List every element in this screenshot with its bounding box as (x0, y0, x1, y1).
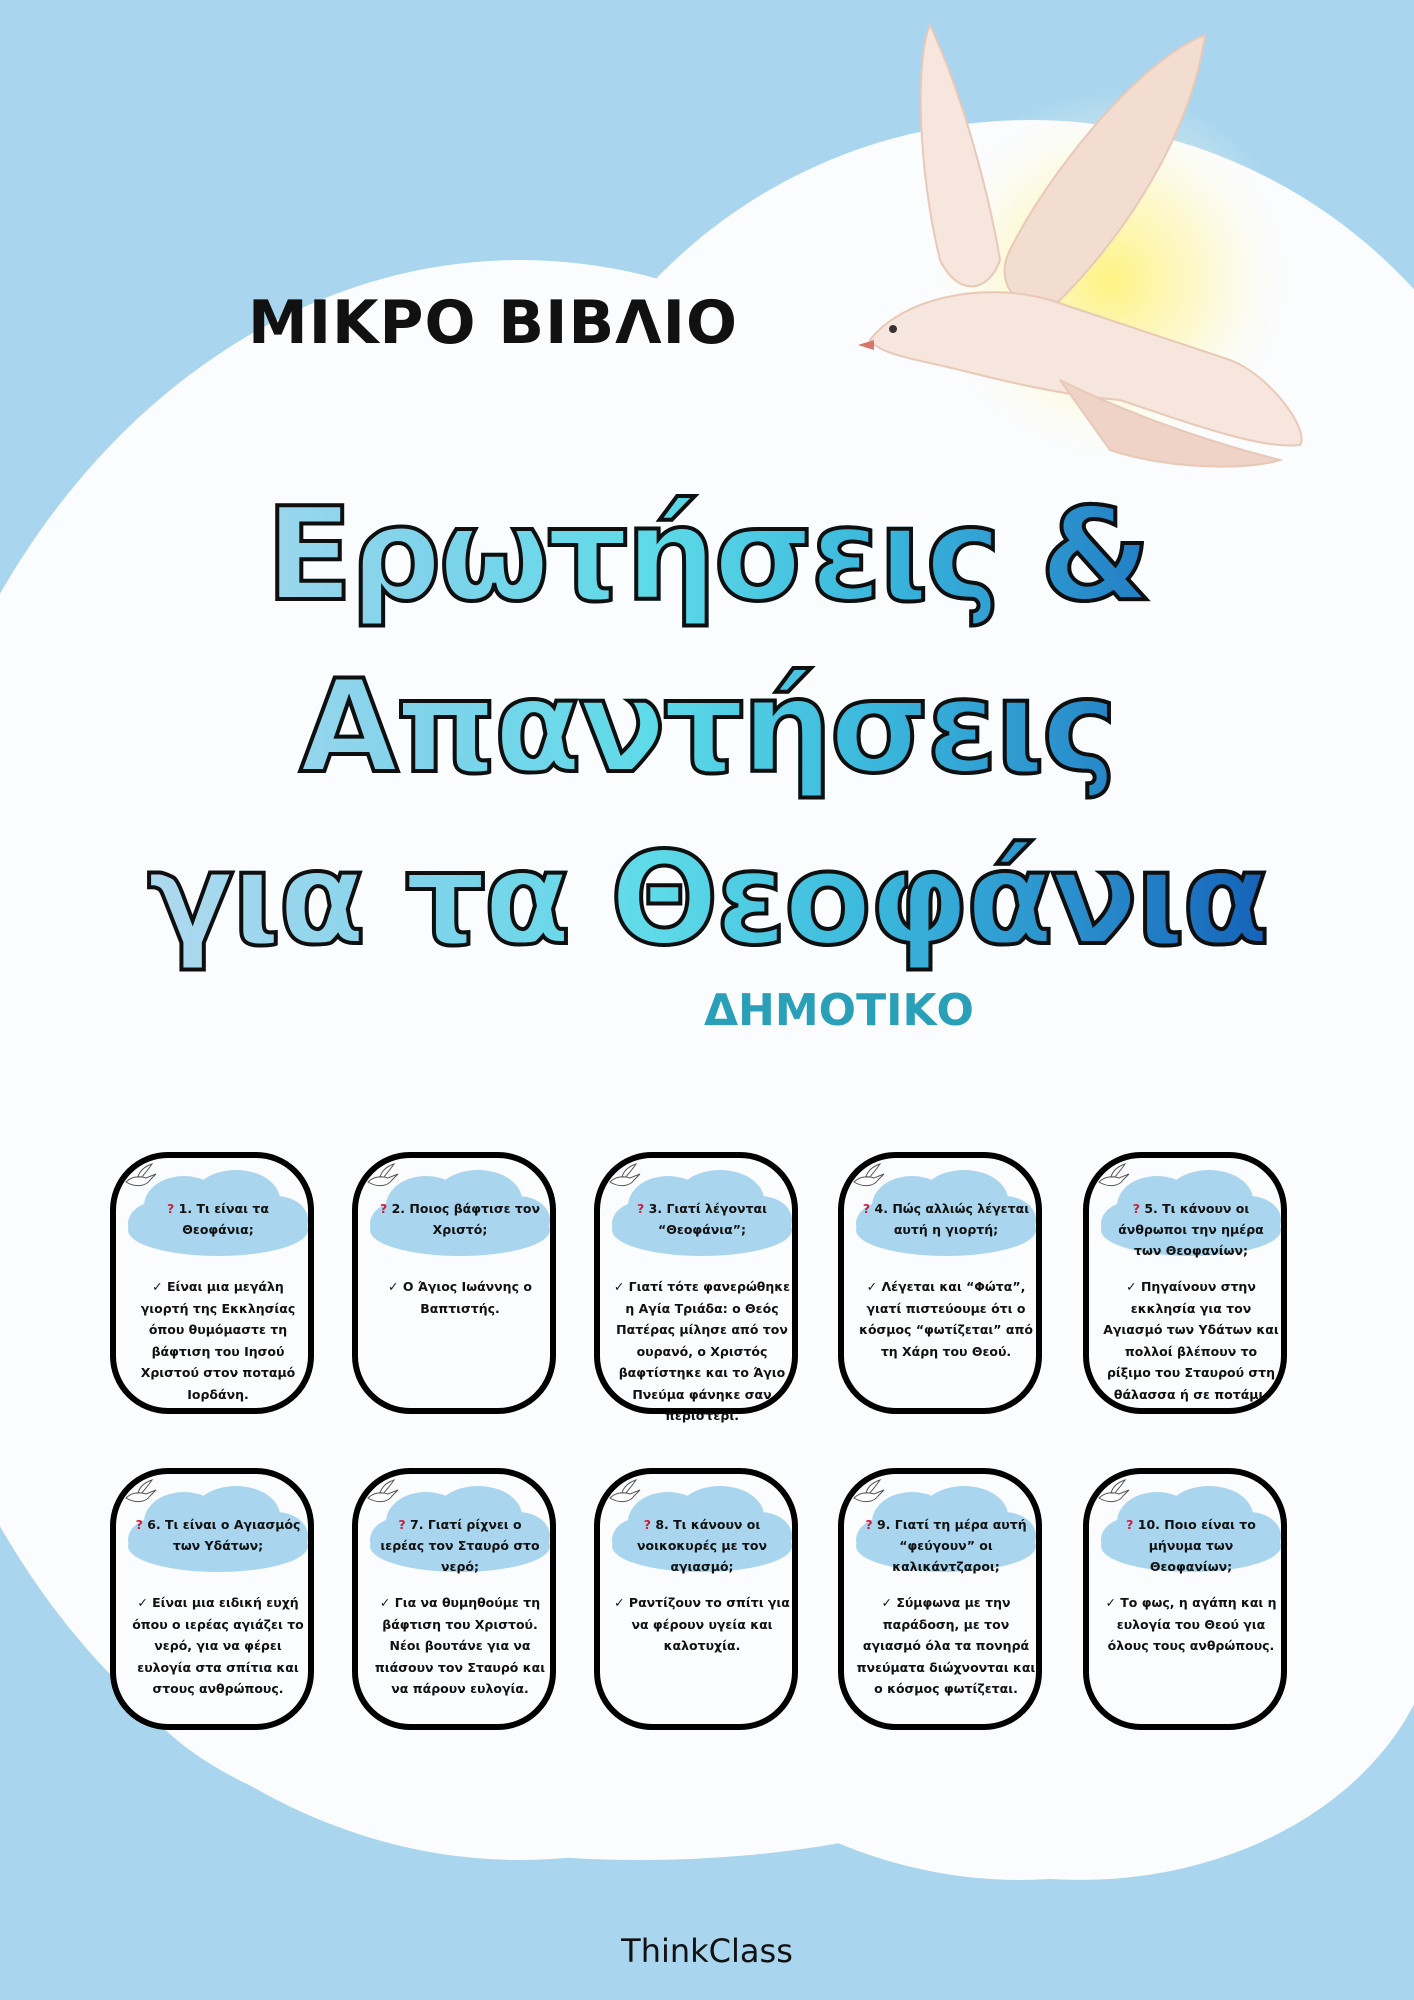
card-question (618, 1198, 786, 1240)
card-question-text: Τι κάνουν οι νοικοκυρές με τον αγιασμό; (636, 1517, 768, 1574)
card-answer: ✓ Σύμφωνα με την παράδοση, με τον αγιασμό όλα τα πονηρά πνεύματα διώχνονται και ο κόσμος φωτίζεται. (856, 1595, 1036, 1696)
qa-card (838, 1152, 1042, 1414)
qa-card (594, 1468, 798, 1730)
card-question-text: Τι κάνουν οι άνθρωποι την ημέρα των Θεοφανίων; (1118, 1201, 1264, 1258)
qa-card (352, 1152, 556, 1414)
card-number: 7. (410, 1517, 424, 1532)
question-mark-icon: ? (167, 1201, 179, 1216)
question-mark-icon: ? (643, 1517, 656, 1532)
card-number: 1. (178, 1201, 193, 1216)
card-number: 8. (655, 1517, 669, 1532)
card-answer: ✓ Για να θυμηθούμε τη βάφτιση του Χριστού. Νέοι βουτάνε για να πιάσουν τον Σταυρό και να πάρουν ευλογία. (374, 1595, 546, 1696)
qa-card (1083, 1152, 1287, 1414)
small-dove-icon (850, 1478, 888, 1506)
card-number: 10. (1137, 1517, 1160, 1532)
card-number: 3. (648, 1201, 663, 1216)
card-question-text: Γιατί λέγονται “Θεοφάνια”; (658, 1201, 767, 1237)
card-question-text: Γιατί τη μέρα αυτή “φεύγουν” οι καλικάντζαροι; (892, 1517, 1027, 1574)
card-answer: ✓ Είναι μια μεγάλη γιορτή της Εκκλησίας όπου θυμόμαστε τη βάφτιση του Ιησού Χριστού στον ποταμό Ιορδάνη. (140, 1279, 296, 1402)
card-question-text: Ποιος βάφτισε τον Χριστό; (409, 1201, 540, 1237)
card-number: 6. (147, 1517, 161, 1532)
card-question (134, 1514, 302, 1556)
qa-card (352, 1468, 556, 1730)
small-dove-icon (122, 1162, 160, 1190)
card-answer: ✓ Πηγαίνουν στην εκκλησία για τον Αγιασμό των Υδάτων και πολλοί βλέπουν το ρίξιμο του Σταυρού στη θάλασσα ή σε ποτάμι. (1103, 1279, 1279, 1402)
small-dove-icon (850, 1162, 888, 1190)
footer-brand: ThinkClass (621, 1932, 793, 1970)
card-answer: ✓ Λέγεται και “Φώτα”, γιατί πιστεύουμε ότι ο κόσμος “φωτίζεται” από τη Χάρη του Θεού. (859, 1279, 1033, 1359)
small-dove-icon (364, 1162, 402, 1190)
card-question-text: Τι είναι τα Θεοφάνια; (182, 1201, 269, 1237)
card-number: 4. (874, 1201, 888, 1216)
small-dove-icon (1095, 1162, 1133, 1190)
question-mark-icon: ? (865, 1517, 877, 1532)
card-number: 2. (391, 1201, 406, 1216)
question-mark-icon: ? (380, 1201, 392, 1216)
card-question (618, 1514, 786, 1577)
small-dove-icon (122, 1478, 160, 1506)
card-question (1107, 1198, 1275, 1261)
card-question-text: Πώς αλλιώς λέγεται αυτή η γιορτή; (892, 1201, 1030, 1237)
pre-title: ΜΙΚΡΟ ΒΙΒΛΙΟ (248, 288, 738, 358)
card-answer: ✓ Είναι μια ειδική ευχή όπου ο ιερέας αγιάζει το νερό, για να φέρει ευλογία στα σπίτια και στους ανθρώπους. (132, 1595, 304, 1696)
qa-card (594, 1152, 798, 1423)
qa-card (110, 1152, 314, 1414)
small-dove-icon (364, 1478, 402, 1506)
card-question (862, 1198, 1030, 1240)
card-number: 5. (1144, 1201, 1158, 1216)
question-mark-icon: ? (1126, 1517, 1138, 1532)
small-dove-icon (1095, 1478, 1133, 1506)
card-question (1107, 1514, 1275, 1577)
question-mark-icon: ? (862, 1201, 875, 1216)
card-question-text: Τι είναι ο Αγιασμός των Υδάτων; (165, 1517, 301, 1553)
question-mark-icon: ? (1132, 1201, 1145, 1216)
main-title (0, 470, 1414, 986)
grade-label: ΔΗΜΟΤΙΚΟ (704, 985, 974, 1036)
card-question-text: Ποιο είναι το μήνυμα των Θεοφανίων; (1148, 1517, 1256, 1574)
card-question (376, 1198, 544, 1240)
small-dove-icon (606, 1162, 644, 1190)
question-mark-icon: ? (637, 1201, 649, 1216)
card-answer: ✓ Το φως, η αγάπη και η ευλογία του Θεού για όλους τους ανθρώπους. (1105, 1595, 1277, 1653)
card-question-text: Γιατί ρίχνει ο ιερέας τον Σταυρό στο νερό; (380, 1517, 540, 1574)
question-mark-icon: ? (135, 1517, 148, 1532)
qa-card (110, 1468, 314, 1730)
qa-card (838, 1468, 1042, 1730)
dove-illustration (820, 0, 1340, 500)
small-dove-icon (606, 1478, 644, 1506)
card-question (376, 1514, 544, 1577)
card-question (862, 1514, 1030, 1577)
title-line-2: Απαντήσεις (299, 653, 1115, 802)
qa-card (1083, 1468, 1287, 1730)
card-answer: ✓ Ο Άγιος Ιωάννης ο Βαπτιστής. (388, 1279, 532, 1316)
title-line-3: για τα Θεοφάνια (147, 825, 1267, 974)
card-question (134, 1198, 302, 1240)
question-mark-icon: ? (398, 1517, 410, 1532)
title-line-1: Ερωτήσεις & (265, 481, 1149, 630)
card-number: 9. (876, 1517, 891, 1532)
card-answer: ✓ Ραντίζουν το σπίτι για να φέρουν υγεία και καλοτυχία. (614, 1595, 790, 1653)
card-answer: ✓ Γιατί τότε φανερώθηκε η Αγία Τριάδα: ο Θεός Πατέρας μίλησε από τον ουρανό, ο Χριστός βαφτίστηκε και το Άγιο Πνεύμα φάνηκε σαν περιστέρι. (613, 1279, 791, 1423)
